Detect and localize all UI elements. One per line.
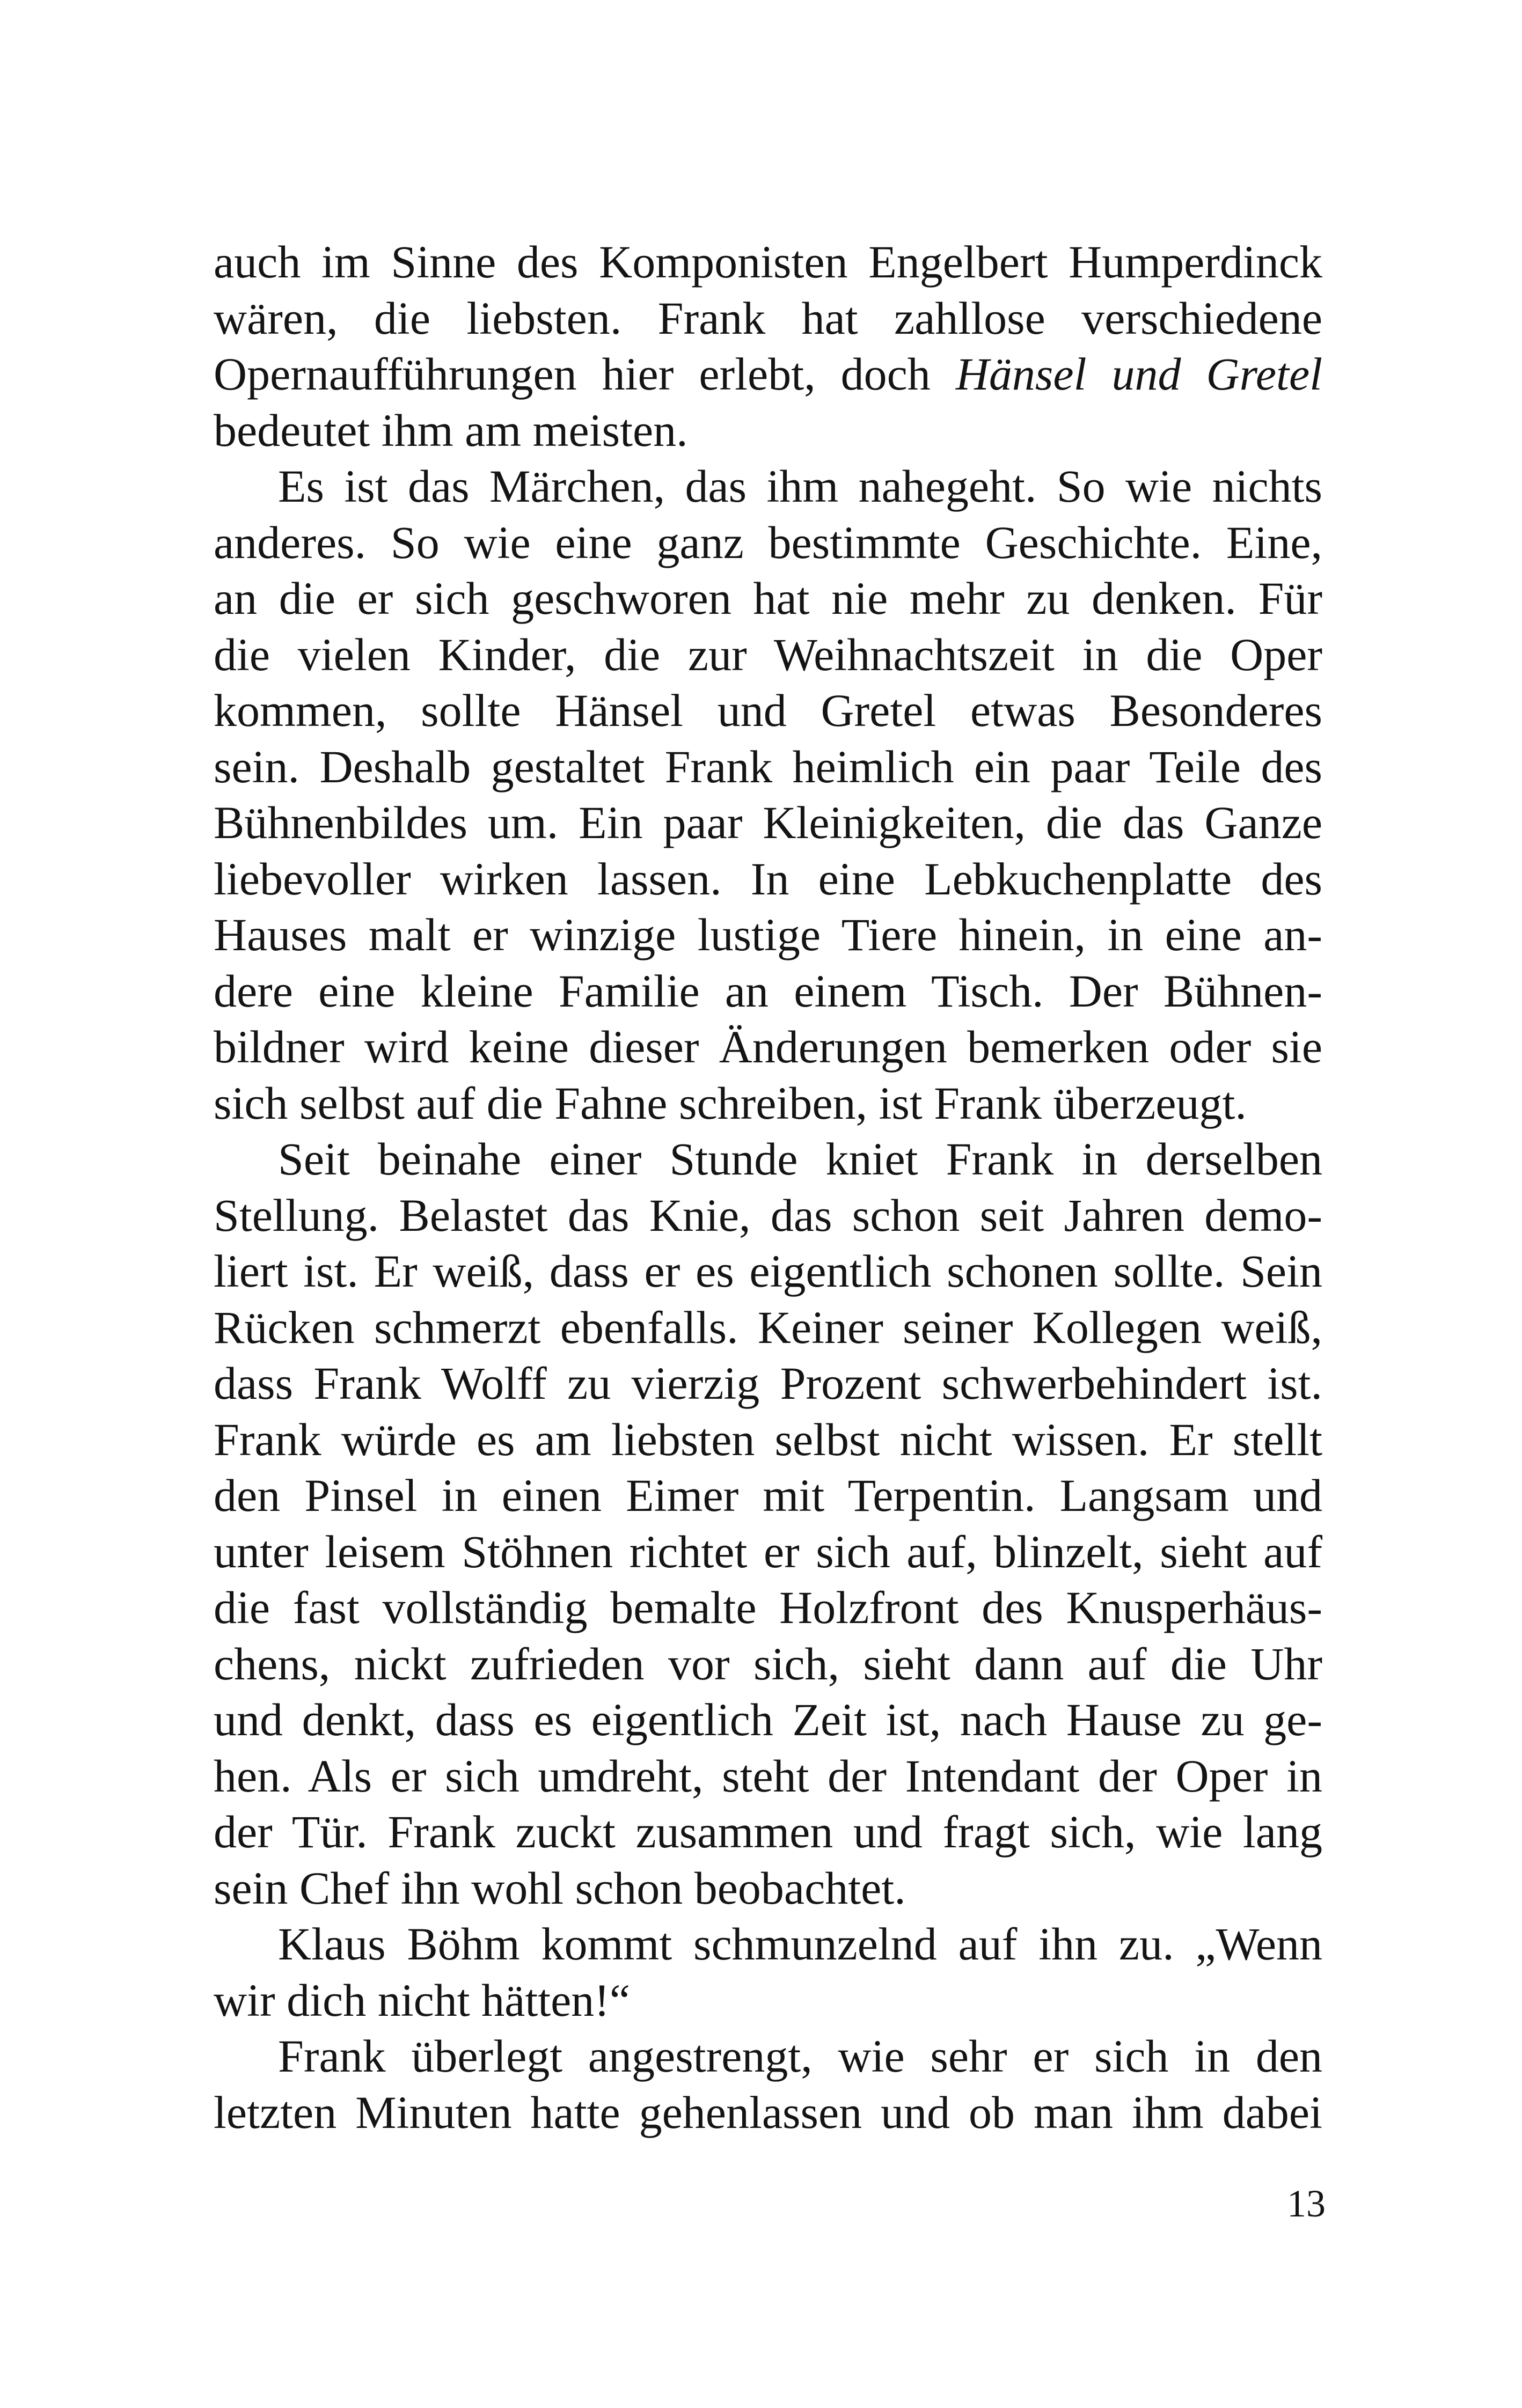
paragraph — [214, 234, 1322, 458]
text-line — [214, 1916, 1322, 1972]
paragraph — [214, 1131, 1322, 1916]
text-segment: sich selbst auf die Fahne schreiben, ist Frank überzeugt. — [214, 1077, 1247, 1129]
text-line — [214, 1636, 1322, 1692]
text-line — [214, 402, 1322, 459]
text-segment: bildner wird keine dieser Änderungen bemerken oder sie — [214, 1021, 1322, 1073]
text-segment: letzten Minuten hatte gehenlassen und ob man ihm dabei — [214, 2086, 1322, 2138]
text-segment: dass Frank Wolff zu vierzig Prozent schwerbehindert ist. — [214, 1357, 1322, 1409]
text-line — [214, 1748, 1322, 1804]
text-line — [214, 1019, 1322, 1075]
text-line — [214, 346, 1322, 402]
text-line — [214, 1692, 1322, 1748]
text-line — [214, 795, 1322, 851]
text-line — [214, 290, 1322, 347]
text-line — [214, 234, 1322, 290]
text-segment: sein. Deshalb gestaltet Frank heimlich ein paar Teile des — [214, 740, 1322, 792]
text-line — [214, 1412, 1322, 1468]
text-segment: Stellung. Belastet das Knie, das schon seit Jahren demo- — [214, 1189, 1322, 1241]
text-line — [214, 1860, 1322, 1917]
paragraph — [214, 2028, 1322, 2140]
text-line — [214, 907, 1322, 963]
text-segment: hen. Als er sich umdreht, steht der Intendant der Oper in — [214, 1750, 1322, 1802]
text-line — [214, 1075, 1322, 1132]
text-line — [214, 458, 1322, 515]
text-line — [214, 1467, 1322, 1524]
text-segment: liert ist. Er weiß, dass er es eigentlich schonen sollte. Sein — [214, 1245, 1322, 1297]
text-line — [214, 682, 1322, 739]
text-line — [214, 2084, 1322, 2141]
text-segment: den Pinsel in einen Eimer mit Terpentin. Langsam und — [214, 1470, 1322, 1521]
text-segment: Bühnenbildes um. Ein paar Kleinigkeiten, die das Ganze — [214, 797, 1322, 848]
page-number: 13 — [1287, 2182, 1326, 2225]
text-segment: wir dich nicht hätten!“ — [214, 1974, 631, 2026]
text-line — [214, 1580, 1322, 1636]
text-line — [214, 1804, 1322, 1860]
text-segment: an die er sich geschworen hat nie mehr zu denken. Für — [214, 572, 1322, 624]
text-line — [214, 627, 1322, 683]
text-line — [214, 515, 1322, 571]
text-segment: die vielen Kinder, die zur Weihnachtszeit in die Oper — [214, 628, 1322, 680]
text-segment: Frank überlegt angestrengt, wie sehr er sich in den — [278, 2030, 1322, 2082]
paragraph — [214, 458, 1322, 1131]
text-segment: der Tür. Frank zuckt zusammen und fragt sich, wie lang — [214, 1806, 1322, 1858]
text-line — [214, 2028, 1322, 2084]
text-line — [214, 739, 1322, 795]
text-line — [214, 570, 1322, 627]
text-line — [214, 1131, 1322, 1187]
text-segment: Frank würde es am liebsten selbst nicht wissen. Er stellt — [214, 1413, 1322, 1465]
text-line — [214, 1243, 1322, 1300]
text-segment: Rücken schmerzt ebenfalls. Keiner seiner Kollegen weiß, — [214, 1301, 1322, 1353]
text-segment: dere eine kleine Familie an einem Tisch. Der Bühnen- — [214, 965, 1322, 1017]
text-segment: chens, nickt zufrieden vor sich, sieht dann auf die Uhr — [214, 1638, 1322, 1690]
text-segment: Klaus Böhm kommt schmunzelnd auf ihn zu. „Wenn — [278, 1918, 1322, 1970]
text-segment: die fast vollständig bemalte Holzfront des Knusperhäus- — [214, 1582, 1322, 1633]
text-line — [214, 1972, 1322, 2029]
text-segment: und denkt, dass es eigentlich Zeit ist, nach Hause zu ge- — [214, 1694, 1322, 1745]
text-segment: Seit beinahe einer Stunde kniet Frank in derselben — [278, 1133, 1322, 1185]
text-line — [214, 963, 1322, 1019]
text-line — [214, 1300, 1322, 1356]
text-segment: anderes. So wie eine ganz bestimmte Geschichte. Eine, — [214, 516, 1322, 568]
text-segment: wären, die liebsten. Frank hat zahllose verschiedene — [214, 292, 1322, 344]
text-segment: liebevoller wirken lassen. In eine Lebkuchenplatte des — [214, 853, 1322, 905]
text-segment: Opernaufführungen hier erlebt, doch — [214, 348, 956, 400]
body-text — [214, 234, 1322, 2140]
text-segment: Hauses malt er winzige lustige Tiere hinein, in eine an- — [214, 909, 1322, 960]
text-segment: sein Chef ihn wohl schon beobachtet. — [214, 1862, 906, 1914]
text-line — [214, 1355, 1322, 1412]
text-line — [214, 851, 1322, 907]
text-line — [214, 1524, 1322, 1580]
text-segment: Es ist das Märchen, das ihm nahegeht. So wie nichts — [278, 460, 1322, 512]
text-segment: auch im Sinne des Komponisten Engelbert Humperdinck — [214, 236, 1322, 288]
text-line — [214, 1187, 1322, 1244]
italic-title: Hänsel und Gretel — [955, 348, 1323, 400]
text-segment: kommen, sollte Hänsel und Gretel etwas Besonderes — [214, 685, 1322, 736]
text-segment: unter leisem Stöhnen richtet er sich auf, blinzelt, sieht auf — [214, 1525, 1322, 1577]
text-segment: bedeutet ihm am meisten. — [214, 404, 688, 456]
paragraph — [214, 1916, 1322, 2028]
